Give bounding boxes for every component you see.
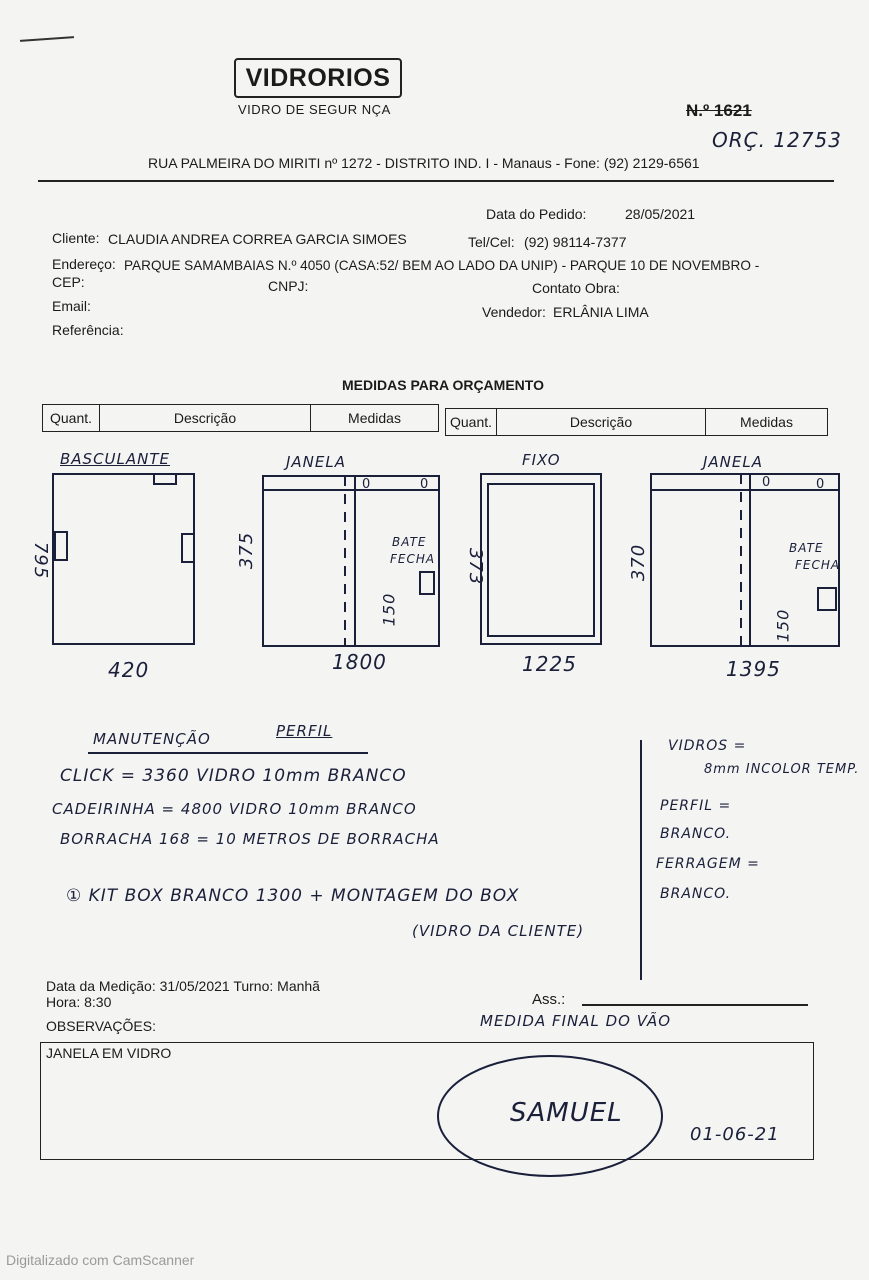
orc-number: ORÇ. 12753 (712, 128, 842, 152)
tel-value: (92) 98114-7377 (524, 234, 627, 250)
cep-label: CEP: (52, 274, 85, 290)
medidas-table-left (42, 404, 439, 432)
camscanner-watermark: Digitalizado com CamScanner (6, 1252, 195, 1268)
ass-label: Ass.: (532, 991, 566, 1008)
width-basculante: 420 (108, 658, 150, 682)
note-fecha-1: FECHA (390, 552, 436, 566)
side-note-2: 8mm INCOLOR TEMP. (704, 762, 860, 777)
side-note-1: VIDROS = (668, 738, 747, 754)
company-tagline: VIDRO DE SEGUR NÇA (238, 102, 391, 117)
cliente-label: Cliente: (52, 230, 100, 246)
side-note-4: BRANCO. (660, 826, 732, 842)
height-fixo: 373 (465, 547, 487, 586)
side-note-6: BRANCO. (660, 886, 732, 902)
medidas-table-right (445, 408, 828, 436)
side-note-5: FERRAGEM = (656, 856, 760, 872)
width-janela-2: 1395 (726, 657, 781, 681)
notes-divider (640, 740, 642, 980)
corner-mark (20, 36, 74, 42)
janela-2-circle-a: 0 (762, 475, 771, 490)
janela-2-circle-b: 0 (816, 477, 825, 492)
cliente-value: CLAUDIA ANDREA CORREA GARCIA SIMOES (108, 231, 407, 247)
note-line-4: ① KIT BOX BRANCO 1300 + MONTAGEM DO BOX (66, 886, 520, 906)
side-note-3: PERFIL = (660, 798, 732, 814)
data-medicao: Data da Medição: 31/05/2021 Turno: Manhã (46, 978, 320, 994)
sub-150-2: 150 (773, 608, 793, 643)
note-bate-1: BATE (392, 535, 427, 549)
note-underline (88, 752, 368, 754)
col-descricao: Descrição (497, 409, 706, 435)
width-janela-1: 1800 (332, 650, 387, 674)
width-fixo: 1225 (522, 652, 577, 676)
medida-final-note: MEDIDA FINAL DO VÃO (480, 1012, 672, 1030)
col-medidas: Medidas (740, 414, 793, 430)
note-bate-2: BATE (789, 541, 824, 555)
sub-150-1: 150 (379, 592, 399, 627)
medidas-title: MEDIDAS PARA ORÇAMENTO (342, 377, 544, 393)
company-logo: VIDRORIOS (234, 58, 402, 98)
janela-1-circle-b: 0 (420, 477, 429, 492)
signature: SAMUEL (510, 1098, 623, 1128)
vendedor-label: Vendedor: (482, 304, 546, 320)
note-line-5: (VIDRO DA CLIENTE) (412, 922, 585, 940)
signature-date: 01-06-21 (690, 1124, 780, 1145)
col-descricao: Descrição (100, 405, 311, 431)
col-quant: Quant. (43, 405, 100, 431)
tel-label: Tel/Cel: (468, 234, 515, 250)
sketch-label-janela-1: JANELA (286, 453, 347, 471)
note-manutencao: MANUTENÇÃO (93, 730, 211, 748)
referencia-label: Referência: (52, 322, 124, 338)
col-quant: Quant. (446, 409, 497, 435)
data-pedido-value: 28/05/2021 (625, 206, 696, 222)
sketch-label-janela-2: JANELA (703, 453, 764, 471)
note-line-3: BORRACHA 168 = 10 METROS DE BORRACHA (60, 830, 440, 848)
contato-label: Contato Obra: (532, 280, 620, 296)
company-address: RUA PALMEIRA DO MIRITI nº 1272 - DISTRITO IND. I - Manaus - Fone: (92) 2129-6561 (148, 155, 700, 171)
note-line-2: CADEIRINHA = 4800 VIDRO 10mm BRANCO (52, 800, 417, 818)
endereco-value: PARQUE SAMAMBAIAS N.º 4050 (CASA:52/ BEM AO LADO DA UNIP) - PARQUE 10 DE NOVEMBRO - (124, 258, 760, 273)
data-pedido-label: Data do Pedido: (486, 206, 587, 222)
endereco-label: Endereço: (52, 256, 116, 272)
header-divider (38, 180, 834, 182)
email-label: Email: (52, 298, 91, 314)
note-line-1: CLICK = 3360 VIDRO 10mm BRANCO (60, 766, 407, 786)
height-janela-1: 375 (236, 531, 258, 570)
note-fecha-2: FECHA (795, 558, 841, 572)
basculante-frame (53, 474, 194, 644)
col-medidas: Medidas (348, 410, 401, 426)
sketch-label-basculante: BASCULANTE (60, 450, 171, 468)
sketch-label-fixo: FIXO (522, 451, 561, 469)
height-basculante: 795 (30, 541, 52, 580)
fixo-frame (481, 474, 601, 644)
janela-1-circle-a: 0 (362, 477, 371, 492)
document-number: N.º 1621 (686, 101, 752, 120)
signature-line (582, 1004, 808, 1006)
cnpj-label: CNPJ: (268, 278, 309, 294)
note-perfil: PERFIL (276, 722, 333, 740)
observacoes-label: OBSERVAÇÕES: (46, 1018, 156, 1034)
observacoes-value: JANELA EM VIDRO (46, 1045, 172, 1061)
hora-medicao: Hora: 8:30 (46, 994, 112, 1010)
vendedor-value: ERLÂNIA LIMA (553, 304, 649, 320)
height-janela-2: 370 (628, 543, 650, 582)
